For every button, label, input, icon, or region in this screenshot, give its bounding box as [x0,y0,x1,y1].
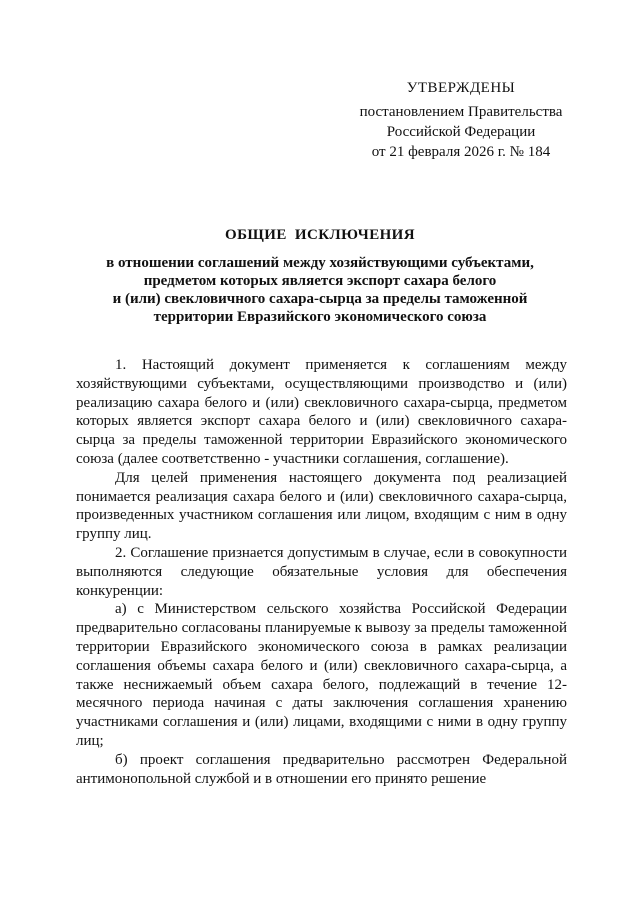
approved-heading: УТВЕРЖДЕНЫ [406,80,516,96]
approval-line-2: Российской Федерации [386,124,536,140]
document-title: ОБЩИЕ ИСКЛЮЧЕНИЯ [225,227,415,243]
document-subtitle-line-4: территории Евразийского экономического союза [153,309,487,325]
paragraph-1: 1. Настоящий документ применяется к соглашениям между хозяйствующими субъектами, осуществляющими производство и (или) реализацию сахара белого и (или) свекловичного сахара-сырца, предметом которых является экспорт сахара белого и (или) свекловичного сахара-сырца за пределы таможенной территории Евразийского экономического союза (далее соответственно - участники соглашения, соглашение). [76,357,567,467]
paragraph-2-item-a: а) с Министерством сельского хозяйства Российской Федерации предварительно согласованы планируемые к вывозу за пределы таможенной территории Евразийского экономического союза в рамках реализации соглашения объемы сахара белого и (или) свекловичного сахара-сырца, а также неснижаемый объем сахара белого, подлежащий в течение 12-месячного периода начиная с даты заключения соглашения хранению участниками соглашения и (или) лицами, входящими с ними в одну группу лиц; [76,601,567,749]
document-subtitle-line-2: предметом которых является экспорт сахара белого [143,273,497,289]
approval-line-1: постановлением Правительства [359,104,563,120]
document-body [76,356,567,788]
paragraph-2: 2. Соглашение признается допустимым в случае, если в совокупности выполняются следующие обязательные условия для обеспечения конкуренции: [76,544,567,599]
paragraph-1-definition: Для целей применения настоящего документа под реализацией понимается реализация сахара белого и (или) свекловичного сахара-сырца, произведенных участником соглашения или лицом, входящим с ним в одну группу лиц. [76,469,567,543]
document-subtitle-line-1: в отношении соглашений между хозяйствующими субъектами, [106,255,534,271]
document-title-block [70,226,570,326]
approval-stamp [330,78,592,162]
document-subtitle-line-3: и (или) свекловичного сахара-сырца за пределы таможенной [112,291,528,307]
paragraph-2-item-b: б) проект соглашения предварительно рассмотрен Федеральной антимонопольной службой и в отношении его принято решение [76,751,567,787]
approval-line-3: от 21 февраля 2026 г. № 184 [371,144,551,160]
